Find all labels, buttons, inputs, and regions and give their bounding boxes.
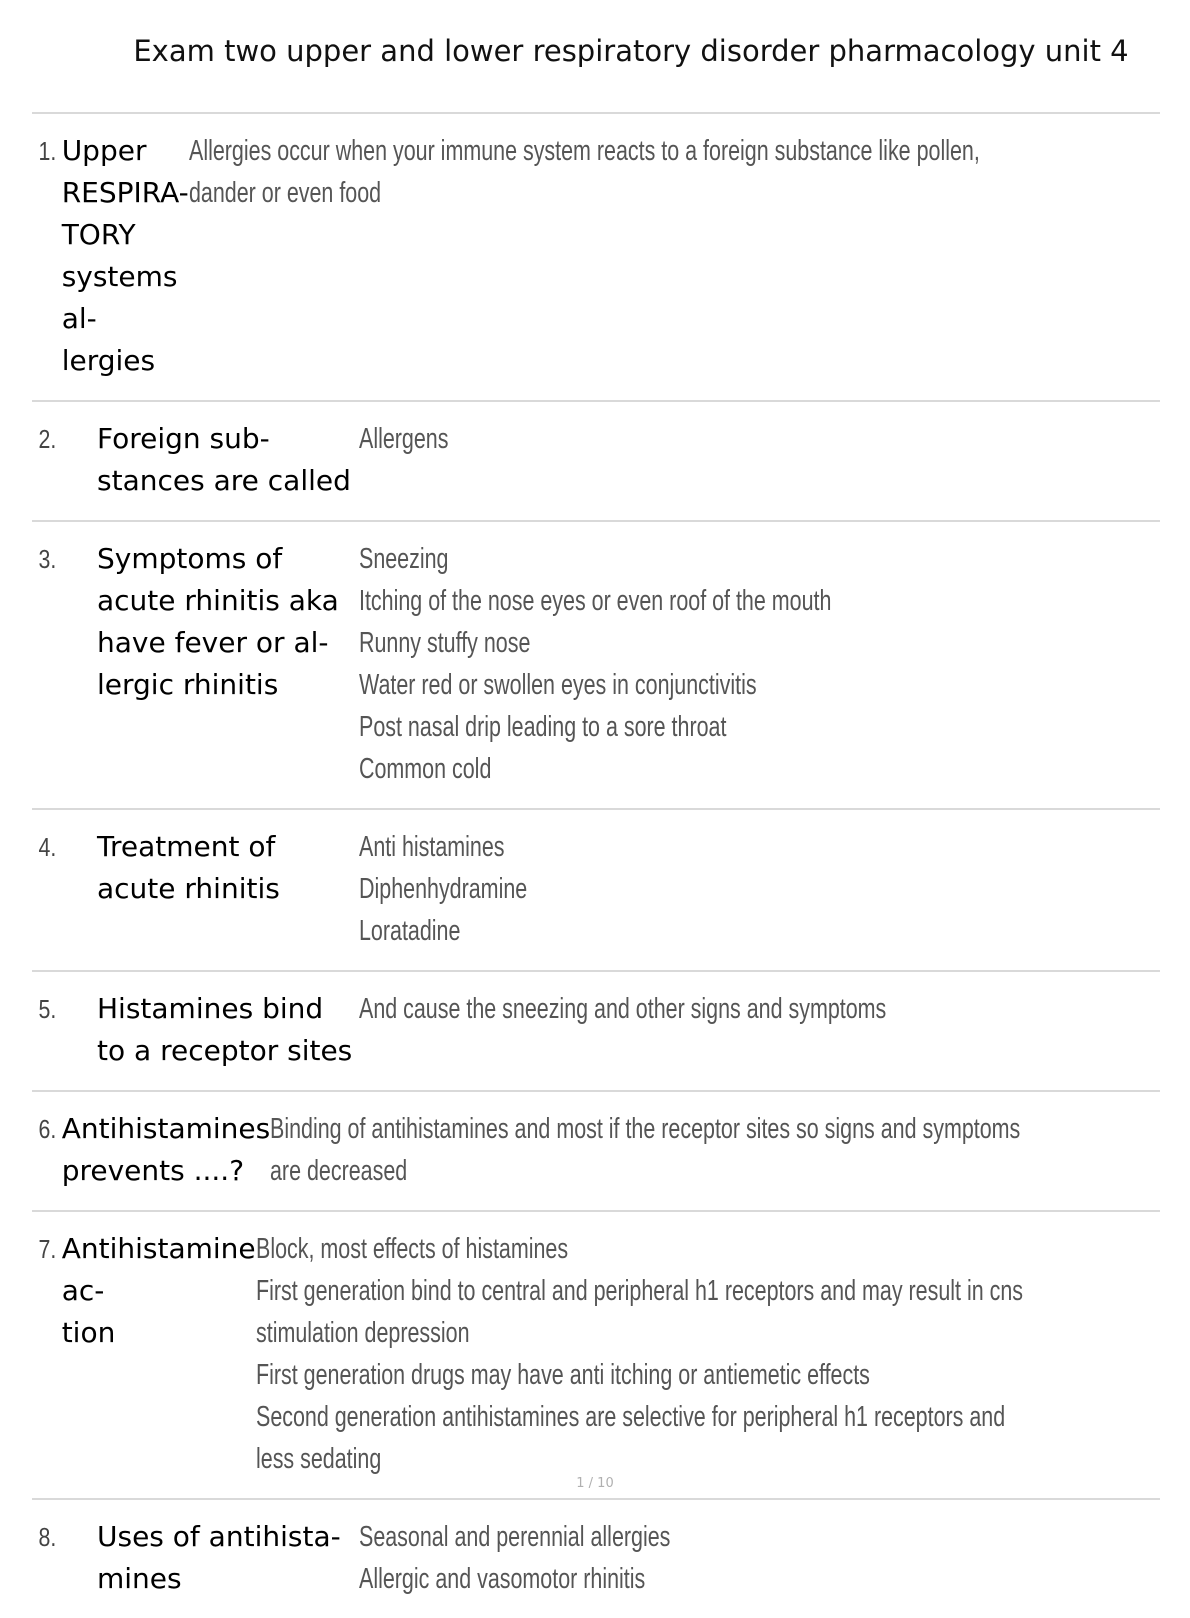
card-term: Treatment of acute rhinitis [97,830,280,905]
definition-line: Itching of the nose eyes or even roof of the mouth [359,585,832,617]
definition-line: stimulation depression [255,1317,470,1349]
card-number: 2. [38,424,57,454]
definition-line: Runny stuffy nose [359,627,531,659]
definition-line: First generation drugs may have anti itching or antiemetic effects [255,1359,870,1391]
card-number: 5. [38,994,57,1024]
definition-line: dander or even food [188,177,381,209]
definition-line: are decreased [270,1155,408,1187]
flashcard [32,400,1160,520]
card-number: 6. [38,1114,57,1144]
definition-line: Diphenhydramine [359,873,528,905]
card-term: Upper RESPIRA- TORY systems al- lergies [61,134,189,377]
card-definition [359,418,952,502]
card-number: 8. [38,1522,57,1552]
flashcard [32,520,1160,808]
card-number: 4. [38,832,57,862]
definition-line: Common cold [359,753,492,785]
card-definition [359,1516,952,1600]
card-definition [359,538,952,790]
card-term: Symptoms of acute rhinitis aka have fever or al- lergic rhinitis [97,542,339,701]
definition-line: Water red or swollen eyes in conjunctivitis [359,669,757,701]
card-number: 7. [38,1234,57,1264]
flashcard [32,112,1160,400]
card-number: 3. [38,544,57,574]
card-term: Histamines bind to a receptor sites [97,992,353,1067]
definition-line: Allergies occur when your immune system reacts to a foreign substance like pollen, [188,135,980,167]
definition-line: Second generation antihistamines are selective for peripheral h1 receptors and [255,1401,1005,1433]
definition-line: First generation bind to central and peripheral h1 receptors and may result in cns [255,1275,1023,1307]
card-definition [256,1228,1023,1480]
page-number: 1 / 10 [576,1476,614,1491]
definition-line: Binding of antihistamines and most if the receptor sites so signs and symptoms [270,1113,1021,1145]
flashcard [32,808,1160,970]
card-number: 1. [38,136,57,166]
card-definition [359,988,952,1072]
definition-line: And cause the sneezing and other signs and symptoms [359,993,887,1025]
card-term: Uses of antihista- mines [97,1520,341,1595]
card-definition [359,826,952,952]
card-definition [270,1108,1020,1192]
card-definition [188,130,980,382]
flashcard [32,1090,1160,1210]
definition-line: less sedating [255,1443,381,1475]
definition-line: Seasonal and perennial allergies [359,1521,671,1553]
document-title: Exam two upper and lower respiratory disorder pharmacology unit 4 [133,34,1129,68]
definition-line: Loratadine [359,915,461,947]
definition-line: Allergens [359,423,449,455]
flashcard [32,1210,1160,1498]
card-term: Antihistamine ac- tion [61,1232,256,1349]
flashcard [32,970,1160,1090]
definition-line: Allergic and vasomotor rhinitis [359,1563,646,1595]
definition-line: Anti histamines [359,831,505,863]
flashcard-list [32,112,1160,1618]
definition-line: Block, most effects of histamines [255,1233,568,1265]
flashcard [32,1498,1160,1618]
definition-line: Post nasal drip leading to a sore throat [359,711,727,743]
definition-line: Sneezing [359,543,449,575]
card-term: Foreign sub- stances are called [97,422,351,497]
card-term: Antihistamines prevents ....? [61,1112,271,1187]
